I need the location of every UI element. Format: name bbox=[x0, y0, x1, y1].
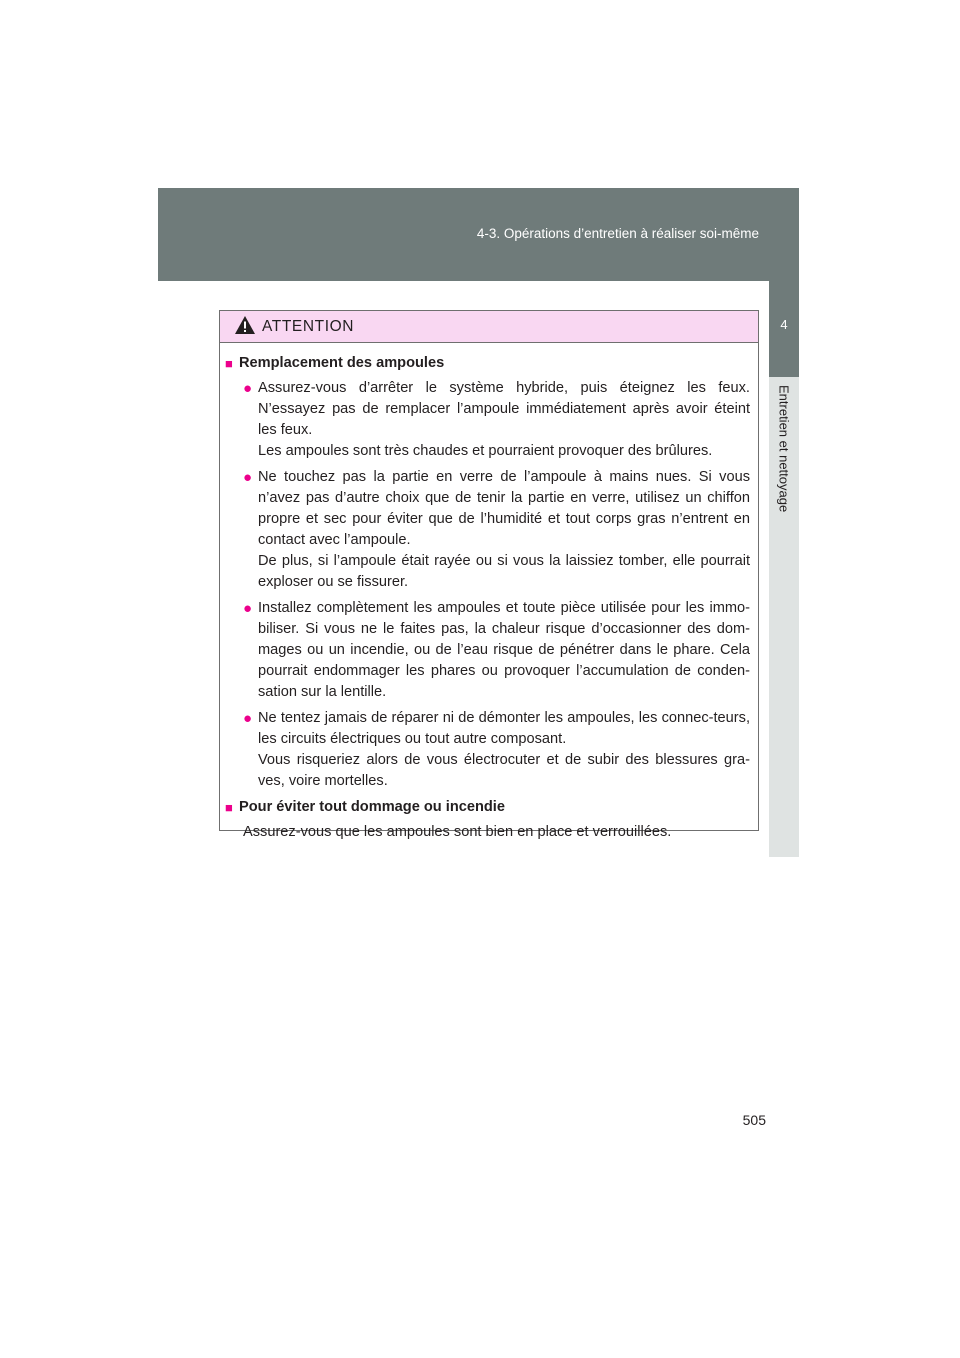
bullet-item bbox=[243, 708, 750, 792]
bullet-text bbox=[258, 467, 750, 593]
chapter-header-band bbox=[158, 188, 799, 281]
chapter-label-tab bbox=[769, 377, 799, 857]
round-bullet-icon: ● bbox=[243, 380, 253, 397]
bullet-item bbox=[243, 598, 750, 703]
square-bullet-icon: ■ bbox=[225, 800, 233, 815]
bullet-paragraph: De plus, si l’ampoule était rayée ou si vous la laissiez tomber, elle pourrait exploser ou se fissurer. bbox=[258, 553, 750, 590]
section-title: 4-3. Opérations d’entretien à réaliser soi-même bbox=[476, 226, 759, 241]
bullet-paragraph: Ne tentez jamais de réparer ni de démonter les ampoules, les connec-teurs, les circuits électriques ou tout autre composant. bbox=[258, 710, 750, 747]
bullet-text bbox=[258, 708, 750, 792]
warning-triangle-icon bbox=[234, 315, 256, 335]
bullet-text bbox=[258, 598, 750, 703]
round-bullet-icon: ● bbox=[243, 600, 253, 617]
warning-title: ATTENTION bbox=[262, 318, 355, 335]
bullet-paragraph: Les ampoules sont très chaudes et pourraient provoquer des brûlures. bbox=[258, 443, 713, 459]
square-bullet-icon: ■ bbox=[225, 356, 233, 371]
section-heading bbox=[225, 353, 750, 374]
section-text: Assurez-vous que les ampoules sont bien en place et verrouillées. bbox=[243, 824, 672, 840]
section-heading bbox=[225, 797, 750, 818]
chapter-label: Entretien et nettoyage bbox=[776, 385, 792, 513]
bullet-text bbox=[258, 378, 750, 462]
round-bullet-icon: ● bbox=[243, 710, 253, 727]
bullet-item bbox=[243, 467, 750, 593]
round-bullet-icon: ● bbox=[243, 469, 253, 486]
bullet-paragraph: Installez complètement les ampoules et toute pièce utilisée pour les immo-biliser. Si vous ne le faites pas, la chaleur risque d’occasionner des dom-mages ou un incendie, ou de l’eau risque de pénétrer dans le phare. Cela pourrait endommager les phares ou provoquer l’accumulation de conden-sation sur la lentille. bbox=[258, 600, 750, 700]
warning-box bbox=[219, 310, 759, 840]
chapter-tab bbox=[769, 281, 799, 377]
section-heading-text: Pour éviter tout dommage ou incendie bbox=[239, 799, 505, 815]
page-number: 505 bbox=[742, 1112, 766, 1128]
bullet-paragraph: Vous risqueriez alors de vous électrocuter et de subir des blessures gra-ves, voire mortelles. bbox=[258, 752, 750, 789]
warning-body bbox=[220, 343, 758, 843]
bullet-item bbox=[243, 378, 750, 462]
warning-header bbox=[220, 311, 758, 343]
chapter-number: 4 bbox=[780, 317, 788, 332]
section-heading-text: Remplacement des ampoules bbox=[239, 355, 445, 371]
bullet-paragraph: Assurez-vous d’arrêter le système hybride, puis éteignez les feux. N’essayez pas de remplacer l’ampoule immédiatement après avoir éteint les feux. bbox=[258, 380, 750, 438]
bullet-paragraph: Ne touchez pas la partie en verre de l’ampoule à mains nues. Si vous n’avez pas d’autre choix que de tenir la partie en verre, utilisez un chiffon propre et sec pour éviter que de l’humidité et tout corps gras n’entrent en contact avec l’ampoule. bbox=[258, 469, 750, 548]
